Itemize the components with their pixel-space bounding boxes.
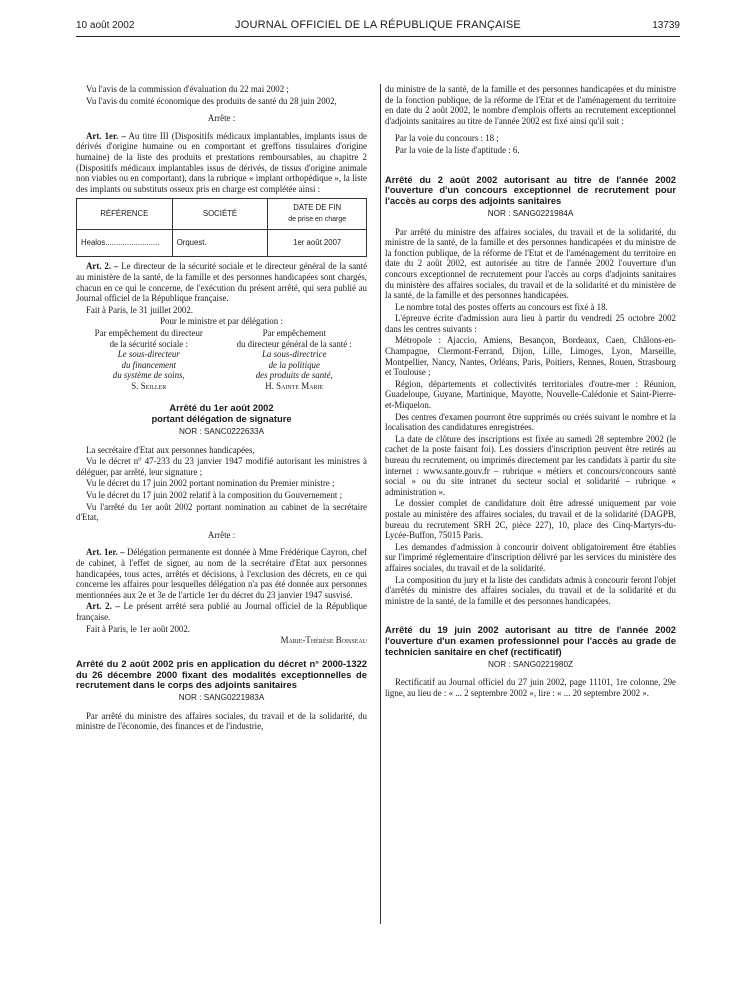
article-1: [76, 547, 367, 600]
signature-line: Par empêchement du directeur: [94, 327, 203, 338]
article-label: Art. 2. –: [86, 261, 119, 272]
signature-line: La sous-directrice: [262, 349, 327, 360]
journal-title: JOURNAL OFFICIEL DE LA RÉPUBLIQUE FRANÇAISE: [235, 19, 521, 31]
table-cell: Orquest.: [172, 230, 268, 257]
article-text: Délégation permanente est donnée à Mme Frédérique Cayron, chef de cabinet, à l'effet de signer, au nom de la secrétaire d'Etat aux personnes handicapées, tous actes, arrêtés et décisions, à l'exclusion des décrets, en ce qui concerne les affaires pour lesquelles délégation n'a pas été donnée aux personnes mentionnées aux 2e et 3e de l'article 1er du décret du 23 janvier 1947 susvisé.: [76, 547, 367, 600]
header-rule: [76, 36, 680, 37]
paragraph: Vu le décret du 17 juin 2002 relatif à la composition du Gouvernement ;: [86, 490, 343, 501]
article-label: Art. 2. –: [86, 601, 120, 612]
table-header-line: de prise en charge: [288, 215, 347, 223]
table-cell: Healos.........................: [77, 230, 173, 257]
decree-title: Arrêté du 19 juin 2002 autorisant au titre de l'année 2002 l'ouverture d'un examen professionnel pour l'accès au grade de technicien sanitaire en chef (rectificatif): [385, 624, 676, 657]
paragraph: Par arrêté du ministre des affaires sociales, du travail et de la solidarité, du ministre de l'économie, des finances et de l'industrie,: [76, 710, 367, 732]
left-column: [76, 84, 367, 733]
paragraph: Vu le décret n° 47-233 du 23 janvier 1947 modifié autorisant les ministres à déléguer, par arrêté, leur signature ;: [76, 456, 367, 477]
decree-title: Arrêté du 2 août 2002 pris en application du décret n° 2000-1322 du 26 décembre 2000 fixant des modalités exceptionnelles de recrutement dans le corps des adjoints sanitaires: [76, 657, 367, 691]
nor-reference: NOR : SANG0221980Z: [487, 659, 574, 669]
paragraph: Rectificatif au Journal officiel du 27 juin 2002, page 11101, 1re colonne, 29e ligne, au lieu de : « ... 2 septembre 2002 », lire : « ... 20 septembre 2002 ».: [385, 677, 676, 698]
article-2: [76, 261, 367, 303]
nor-reference: NOR : SANG0221984A: [487, 208, 574, 218]
paragraph: La date de clôture des inscriptions est fixée au samedi 28 septembre 2002 (le cachet de la poste faisant foi). Les dossiers d'inscription peuvent être retirés au bureau du recrutement, ou imprimés directement par les candidats à partir du site internet : www.sante.gouv.fr – rubrique « métiers et concours/concours santé social » ou du site intranet du secteur social et solidarité – rubrique « administration ».: [385, 433, 676, 497]
signature-right: [222, 328, 368, 392]
decree-title-line: Arrêté du 1er août 2002: [169, 402, 274, 414]
paragraph: Vu l'arrêté du 1er août 2002 portant nomination au cabinet de la secrétaire d'Etat,: [76, 501, 367, 523]
signature-left: [76, 328, 222, 392]
signature-name: Marie-Thérèse Boisseau: [280, 635, 367, 646]
paragraph: Le dossier complet de candidature doit être adressé uniquement par voie postale au ministère des affaires sociales, du travail et de la solidarité (DAGPB, bureau du recrutement SRH 2C, pièce 227), 10, place des Cinq-Martyrs-du-Lycée-Buffon, 75015 Paris.: [385, 498, 676, 541]
decree-title: [76, 403, 367, 425]
signature-line: de la politique: [268, 359, 320, 370]
page-header: [76, 14, 680, 38]
table-header-row: [77, 199, 367, 230]
article-text: Le présent arrêté sera publié au Journal officiel de la République française.: [76, 601, 367, 622]
paragraph: Métropole : Ajaccio, Amiens, Besançon, Bordeaux, Caen, Châlons-en-Champagne, Clermont-Ferrand, Dijon, Lille, Limoges, Lyon, Marseille, Montpellier, Nancy, Nantes, Orléans, Paris, Poitiers, Rennes, Rouen, Strasbourg et Toulouse ;: [385, 335, 676, 378]
signature-name: H. Sainte Marie: [265, 380, 324, 391]
article-label: Art. 1er. –: [86, 130, 126, 141]
pour-le-ministre: Pour le ministre et par délégation :: [160, 316, 283, 327]
nor-reference: NOR : SANC0222633A: [178, 427, 265, 437]
signature-line: de la sécurité sociale :: [109, 338, 188, 349]
paragraph: La composition du jury et la liste des candidats admis à concourir feront l'objet d'arrêtés du ministre des affaires sociales, du travail et de la solidarité et du ministre de la santé, de la famille et des personnes handicapées.: [385, 574, 676, 606]
signatures: [76, 328, 367, 392]
fait-a-paris: Fait à Paris, le 31 juillet 2002.: [86, 304, 193, 315]
visa: Vu l'avis de la commission d'évaluation du 22 mai 2002 ;: [86, 84, 289, 94]
signature-line: du système de soins,: [112, 370, 185, 381]
signature-line: Le sous-directeur: [117, 349, 180, 360]
signature-name: S. Seiller: [131, 380, 167, 391]
table-header: SOCIÉTÉ: [172, 199, 268, 230]
paragraph: Vu le décret du 17 juin 2002 portant nomination du Premier ministre ;: [86, 478, 335, 489]
table-header: RÉFÉRENCE: [77, 199, 173, 230]
paragraph: Par arrêté du ministre des affaires sociales, du travail et de la solidarité, du ministre de la santé, de la famille et des personnes handicapées et du ministre de la fonction publique, de la réforme de l'Etat et de l'aménagement du territoire en date du 2 août 2002, est autorisée au titre de l'année 2002 l'ouverture d'un concours exceptionnel de recrutement pour l'accès au corps d'adjoints sanitaires du ministère des affaires sociales, du travail et de la solidarité et du ministère de la santé, de la famille et des personnes handicapées.: [385, 226, 676, 301]
article-2: [76, 601, 367, 622]
paragraph: Région, départements et collectivités territoriales d'outre-mer : Réunion, Guadeloupe, Guyane, Martinique, Mayotte, Nouvelle-Calédonie et Saint-Pierre-et-Miquelon.: [385, 378, 676, 411]
article-1: [76, 131, 367, 195]
paragraph: L'épreuve écrite d'admission aura lieu à partir du vendredi 25 octobre 2002 dans les centres suivants :: [385, 313, 676, 334]
table-row: [77, 230, 367, 257]
paragraph: Par la voie de la liste d'aptitude : 6.: [395, 144, 520, 155]
article-text: Au titre III (Dispositifs médicaux implantables, implants issus de dérivés d'origine humaine ou en comportant et greffons tissulaires d'origine humaine) de la liste des produits et prestations remboursables, au chapitre 2 (Dispositifs médicaux implantables issus de dérivés, de tissus d'origine animale non viables ou en comportant), dans la rubrique « implant orthopédique », la liste des implants ou substituts osseux pris en charge est complétée ainsi :: [76, 130, 367, 194]
signature-line: du financement: [121, 359, 176, 370]
signature-line: du directeur général de la santé :: [236, 338, 352, 349]
header-date: 10 août 2002: [76, 20, 135, 31]
visa: Vu l'avis du comité économique des produits de santé du 28 juin 2002,: [86, 95, 337, 106]
paragraph: Des centres d'examen pourront être supprimés ou créés suivant le nombre et la localisation des candidatures enregistrées.: [385, 411, 676, 433]
implants-table: [76, 198, 367, 257]
right-column: [385, 84, 676, 700]
paragraph: La secrétaire d'Etat aux personnes handicapées,: [86, 444, 255, 455]
fait-a-paris: Fait à Paris, le 1er août 2002.: [86, 623, 191, 634]
arrete-label: Arrête :: [207, 529, 236, 540]
paragraph: Le nombre total des postes offerts au concours est fixé à 18.: [395, 301, 608, 312]
article-text: Le directeur de la sécurité sociale et le directeur général de la santé au ministère de la santé, de la famille et des personnes handicapées sont chargés, chacun en ce qui le concerne, de l'exécution du présent arrêté, qui sera publié au Journal officiel de la République française.: [76, 261, 368, 304]
table-header: [268, 199, 367, 230]
signature-line: Par empêchement: [262, 327, 326, 338]
article-label: Art. 1er. –: [86, 547, 125, 558]
table-header-line: DATE DE FIN: [293, 203, 342, 213]
arrete-label: Arrête :: [207, 113, 236, 124]
nor-reference: NOR : SANG0221983A: [178, 693, 265, 703]
page-number: 13739: [652, 20, 680, 31]
paragraph: Les demandes d'admission à concourir doivent obligatoirement être établies sur l'imprimé réglementaire d'inscription délivré par les services du ministère des affaires sociales, du travail et de la solidarité.: [385, 541, 676, 573]
paragraph: Par la voie du concours : 18 ;: [395, 133, 499, 144]
signature-line: des produits de santé,: [255, 370, 333, 381]
decree-title: Arrêté du 2 août 2002 autorisant au titre de l'année 2002 l'ouverture d'un concours exceptionnel de recrutement pour l'accès au corps des adjoints sanitaires: [385, 173, 676, 207]
paragraph: du ministre de la santé, de la famille et des personnes handicapées et du ministre de la fonction publique, de la réforme de l'Etat et de l'aménagement du territoire en date du 2 août 2002, le nombre d'emplois offerts au recrutement exceptionnel d'adjoints sanitaires au titre de l'année 2002 est fixé ainsi qu'il suit :: [385, 84, 676, 126]
decree-title-line: portant délégation de signature: [151, 413, 292, 425]
column-divider: [380, 84, 381, 924]
table-cell: 1er août 2007: [268, 230, 367, 257]
